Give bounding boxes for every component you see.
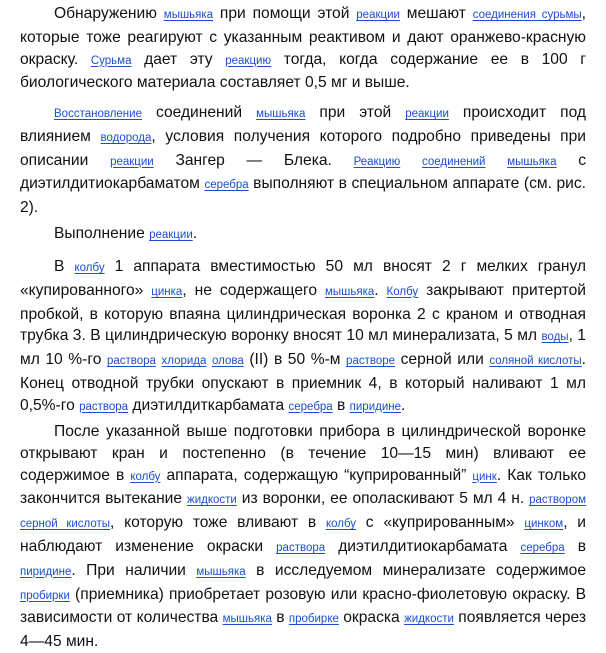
term-link[interactable]: пробирки	[20, 589, 70, 602]
text-run: с диэтилдитиокарбаматом	[20, 151, 587, 193]
term-link[interactable]: соединений	[421, 155, 486, 168]
term-link[interactable]: реакцию	[225, 54, 272, 67]
term-link[interactable]: реакции	[149, 229, 193, 241]
term-link[interactable]: серебра	[204, 179, 249, 192]
text-run: серной или	[395, 351, 490, 369]
term-link[interactable]: мышьяка	[256, 108, 306, 120]
text-run: окраска	[338, 609, 405, 627]
text-run: в исследуемом минерализате содержимое	[245, 561, 586, 579]
term-link[interactable]: реакции	[110, 155, 154, 168]
text-run: появляется через 4—45 мин.	[20, 609, 586, 651]
text-run: выполняют в специальном аппарате (см. рис. 2).	[20, 175, 586, 217]
term-link[interactable]: жидкости	[187, 494, 237, 507]
text-run: . При наличии	[71, 561, 197, 579]
term-link[interactable]: олова	[212, 355, 244, 368]
term-link[interactable]: раствора	[276, 541, 326, 554]
term-link[interactable]: воды	[541, 331, 569, 344]
text-run: диэтилдитиокарбамата	[325, 537, 521, 555]
text-run: , которую тоже вливают в	[110, 514, 326, 532]
text-run: мешают	[399, 5, 473, 22]
text-run: .	[192, 225, 198, 242]
text-run: при этой	[305, 104, 406, 121]
text-run: происходит под влиянием	[20, 104, 587, 145]
text-run: .	[374, 281, 387, 299]
text-run: закрывают притертой пробкой, в которую впаяна цилиндрическая воронка 2 с краном и отводная трубка 3. В цилиндрическую воронку вносят 10 мл минерализата, 5 мл	[20, 281, 586, 345]
term-link[interactable]: серебра	[520, 541, 565, 554]
term-link[interactable]: пиридине	[20, 565, 72, 578]
text-run: После указанной выше подготовки прибора в цилиндрической воронке открывают кран и постепенно (в течение 10—15 мин) вливают ее содержимое в	[20, 423, 586, 484]
text-run: (приемника) приобретает розовую или красно-фиолетовую окраску. В зависимости от количества	[20, 585, 586, 627]
term-link[interactable]: раствора	[79, 400, 129, 413]
text-run: . Конец отводной трубки опускают в приемник 4, в который наливают 1 мл 0,5%-го	[20, 351, 587, 414]
text-run: В	[54, 258, 75, 275]
term-link[interactable]: раствором	[529, 494, 587, 507]
term-link[interactable]: цинк	[472, 470, 497, 483]
term-link[interactable]: жидкости	[404, 613, 454, 626]
term-link[interactable]: водорода	[100, 131, 152, 144]
text-run: при помощи этой	[213, 5, 357, 22]
paragraph-apparatus-setup	[20, 256, 586, 419]
text-run: с «купрированным»	[356, 514, 525, 532]
term-link[interactable]: мышьяка	[507, 155, 557, 168]
term-link[interactable]: растворе	[346, 355, 396, 368]
term-link[interactable]: Колбу	[386, 285, 419, 298]
term-link[interactable]: серной кислоты	[20, 518, 111, 531]
text-run: в	[332, 396, 350, 414]
text-run: тогда, когда содержание ее в 100 г биологического материала составляет 0,5 мг и выше.	[20, 50, 586, 92]
text-run: соединений	[141, 104, 257, 121]
term-link[interactable]: Сурьма	[90, 54, 132, 67]
text-run	[485, 152, 507, 169]
term-link[interactable]: серебра	[288, 400, 333, 413]
text-run: диэтилдиткарбамата	[128, 396, 289, 414]
text-run: из воронки, ее ополаскивают 5 мл 4 н.	[236, 490, 530, 508]
text-run: в	[564, 537, 586, 555]
term-link[interactable]: мышьяка	[324, 285, 375, 298]
term-link[interactable]: Реакцию	[353, 155, 401, 168]
term-link[interactable]: пробирке	[288, 613, 339, 626]
term-link[interactable]: мышьяка	[222, 613, 272, 626]
term-link[interactable]: соединения сурьмы	[472, 9, 582, 21]
text-run: (II) в 50 %-м	[243, 351, 347, 369]
text-run: Зангер — Блека.	[153, 151, 354, 169]
text-run	[400, 152, 422, 169]
term-link[interactable]: реакции	[356, 9, 400, 21]
term-link[interactable]: цинка	[151, 285, 183, 298]
term-link[interactable]: мышьяка	[196, 565, 246, 578]
term-link[interactable]: реакции	[405, 108, 449, 120]
text-run: Выполнение	[54, 225, 150, 242]
text-run: 1 аппарата вместимостью 50 мл вносят 2 г мелких гранул «купированного»	[20, 258, 587, 299]
term-link[interactable]: колбу	[130, 470, 161, 483]
term-link[interactable]: пиридине	[349, 400, 402, 413]
term-link[interactable]: Восстановление	[54, 108, 142, 120]
term-link[interactable]: хлорида	[161, 355, 207, 368]
paragraph-observation	[20, 421, 586, 653]
text-run: .	[401, 396, 406, 414]
text-run: , и наблюдают изменение окраски	[20, 514, 586, 555]
paragraph-procedure-heading	[20, 223, 586, 247]
term-link[interactable]: колбу	[74, 262, 105, 274]
text-run: , которые тоже реагируют с указанным реактивом и дают оранжево-красную окраску.	[20, 5, 586, 68]
term-link[interactable]: цинком	[524, 518, 564, 531]
text-run: дает эту	[131, 50, 226, 68]
paragraph-reduction	[20, 102, 586, 219]
term-link[interactable]: соляной кислоты	[489, 355, 582, 368]
term-link[interactable]: колбу	[325, 518, 357, 531]
text-run: , условия получения которого подробно приведены при описании	[20, 127, 586, 169]
text-run: . Как только закончится вытекание	[20, 466, 587, 508]
paragraph-sb-interference	[20, 3, 586, 94]
term-link[interactable]: раствора	[106, 355, 156, 368]
text-run: в	[271, 609, 289, 627]
text-run: аппарата, содержащую “купрированный”	[160, 466, 473, 484]
text-run: , 1 мл 10 %-го	[20, 327, 586, 369]
text-run: , не содержащего	[182, 281, 325, 299]
text-run: Обнаружению	[54, 5, 164, 22]
term-link[interactable]: мышьяка	[163, 9, 214, 21]
